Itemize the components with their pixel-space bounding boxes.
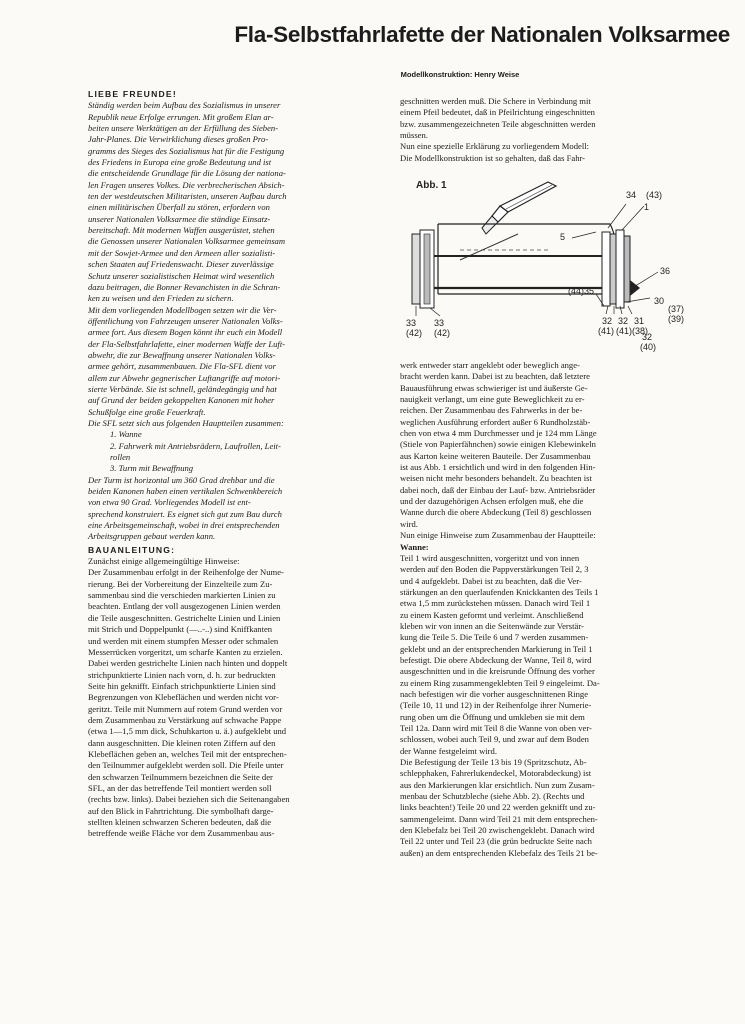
text-line: reichen. Der Zusammenbau des Fahrwerks in der be- xyxy=(400,405,583,416)
text-line: geschnitten werden muß. Die Schere in Verbindung mit xyxy=(400,96,591,106)
text-line: stellten kleinen schwarzen Scheren bedeuten, daß die xyxy=(88,817,272,827)
text-line: beiten unsere Werktätigen an der Erfüllung des Sieben- xyxy=(88,123,279,134)
text-line: Seite hin geknifft. Einfach strichpunktierte Linien sind xyxy=(88,680,276,691)
text-line: mit der Sowjet-Armee und den Armeen aller sozialisti- xyxy=(88,247,276,258)
instructions-heading: BAUANLEITUNG: xyxy=(88,544,176,555)
text-line: die Teile ausgeschnitten. Gestrichelte Linien und Linien xyxy=(88,612,281,623)
text-line: auf den Blick in Fahrtrichtung. Die symbolhaft darge- xyxy=(88,805,274,816)
right-wheels-drawing xyxy=(602,230,640,308)
text-line: Nun eine spezielle Erklärung zu vorliegendem Modell: xyxy=(400,141,589,152)
text-line: einem Pfeil bedeutet, daß in Pfeilrichtung eingeschnitten xyxy=(400,107,595,118)
text-line: dem Zusammenbau zu Verstärkung auf schwache Pappe xyxy=(88,714,282,725)
text-line: Teil 12a. Dann wird mit Teil 8 die Wanne von oben ver- xyxy=(400,723,592,733)
text-line: des Friedens in Europa eine große Bedeutung und ist xyxy=(88,157,272,168)
text-line: dabei noch, daß der Einbau der Lauf- bzw. Antriebsräder xyxy=(400,484,596,495)
text-line: ken zu weisen und den Frieden zu sichern. xyxy=(88,293,234,304)
text-line: einen militärischen Überfall zu stören, erfordern von xyxy=(88,202,270,213)
text-line: Jahr-Planes. Die Verwirklichung dieses großen Pro- xyxy=(88,134,269,145)
text-line: rierung. Bei der Vorbereitung der Einzelteile zum Zu- xyxy=(88,578,273,589)
text-line: den Klebefalz bei Teil 20 zwischengeklebt. Danach wird xyxy=(400,825,595,836)
text-line: aus Karton keine weiteren Bauteile. Der Zusammenbau xyxy=(400,450,591,461)
text-line: müssen. xyxy=(400,130,428,141)
svg-text:(44): (44) xyxy=(568,286,585,296)
text-line: dazu beitragen, die Bonner Revanchisten in die Schran- xyxy=(88,281,281,292)
text-line: zu einem Kasten geformt und verleimt. Anschließend xyxy=(400,609,584,620)
text-line: geritzt. Teile mit Nummern auf rotem Grund werden vor xyxy=(88,703,283,714)
instructions-text xyxy=(88,556,388,840)
text-line: Die Befestigung der Teile 13 bis 19 (Spritzschutz, Ab- xyxy=(400,757,587,768)
text-line: betreffende weiße Fläche vor dem Zusammenbau aus- xyxy=(88,828,275,839)
text-line: Wanne durch die obere Abdeckung (Teil 8) geschlossen xyxy=(400,507,592,518)
text-line: Begrenzungen von Klebeflächen und werden nicht vor- xyxy=(88,692,279,703)
text-line: rollen xyxy=(110,452,131,462)
text-line: nauigkeit verlangt, um eine gute Beweglichkeit zu er- xyxy=(400,394,585,405)
text-line: den schwarzen Teilnummern bezeichnen die Seite der xyxy=(88,771,273,782)
text-line: kleben wir von innen an die Seitenwände zur Verstär- xyxy=(400,620,584,631)
text-line: die Genossen unserer Nationalen Volksarmee gemeinsam xyxy=(88,236,286,247)
svg-text:33: 33 xyxy=(406,318,417,328)
text-line: Der Zusammenbau erfolgt in der Reihenfolge der Nume- xyxy=(88,567,284,578)
text-line: links beachten!) Teile 20 und 22 werden geknifft und zu- xyxy=(400,802,596,813)
intro-text xyxy=(88,100,388,429)
text-line: schlossen, wobei auch Teil 9, und zwar auf dem Boden xyxy=(400,734,589,745)
svg-text:32: 32 xyxy=(642,332,653,342)
text-line: 2. Fahrwerk mit Antriebsrädern, Laufrollen, Leit- xyxy=(110,440,281,451)
right-column-top-text xyxy=(400,96,696,164)
text-line: schen Staaten auf Friedenswacht. Dieser zuverlässige xyxy=(88,259,274,270)
text-line: sammenbau sind die verschieden markierten Linien zu xyxy=(88,590,276,601)
text-line: etwa 1,5 mm zurückstehen müssen. Danach wird Teil 1 xyxy=(400,598,591,609)
svg-text:(40): (40) xyxy=(640,342,657,352)
text-line: aus den Markierungen klar ersichtlich. Nun zum Zusam- xyxy=(400,779,595,790)
svg-text:(41): (41) xyxy=(616,326,633,336)
text-line: und 4 aufgeklebt. Dabei ist zu beachten, daß die Ver- xyxy=(400,575,582,586)
text-line: schlepphaken, Fahrerlukendeckel, Motorabdeckung) ist xyxy=(400,768,592,779)
text-line: Messerrücken vorgeritzt, um scharfe Kanten zu erzielen. xyxy=(88,646,283,657)
text-line: außen) an dem entsprechenden Klebefalz des Teils 21 be- xyxy=(400,847,598,858)
text-line: weisen nicht mehr besonders behandelt. Zu beachten ist xyxy=(400,473,592,484)
text-line: Ständig werden beim Aufbau des Sozialismus in unserer xyxy=(88,100,281,111)
text-line: bereitschaft. Mit modernen Waffen ausgerüstet, stehen xyxy=(88,225,275,236)
svg-text:1: 1 xyxy=(644,202,650,212)
text-line: die entscheidende Grundlage für die Lösung der nationa- xyxy=(88,168,286,179)
svg-text:(42): (42) xyxy=(434,328,451,338)
svg-text:36: 36 xyxy=(660,266,671,276)
text-line: und werden mit einem stumpfen Messer oder schmalen xyxy=(88,635,279,646)
text-line: sammengeleimt. Dann wird Teil 21 mit dem entsprechen- xyxy=(400,813,598,824)
text-line: SFL, an der das betreffende Teil montiert werden soll xyxy=(88,782,272,793)
text-line: den Teilnummer aufgeklebt werden soll. Die Pfeile unter xyxy=(88,760,284,771)
text-line: beiden Kanonen haben einen vertikalen Schwenkbereich xyxy=(88,486,283,497)
text-line: Zunächst einige allgemeingültige Hinweise: xyxy=(88,556,240,567)
text-line: bracht werden kann. Dabei ist zu beachten, daß letztere xyxy=(400,371,590,382)
text-line: werk entweder starr angeklebt oder beweglich ange- xyxy=(400,360,580,370)
text-line: rung oben um die Öffnung und umkleben sie mit dem xyxy=(400,711,585,722)
svg-text:34: 34 xyxy=(626,190,637,200)
text-line: allem zur Abwehr gegnerischer Luftangriffe auf motori- xyxy=(88,372,281,383)
hull-drawing xyxy=(430,224,630,294)
text-line: sprechend konstruiert. Es eignet sich gut zum Bau durch xyxy=(88,508,282,519)
glue-tube-drawing xyxy=(482,182,556,234)
figure-label: Abb. 1 xyxy=(416,180,447,191)
text-line: geklebt und an der entsprechenden Markierung in Teil 1 xyxy=(400,643,593,654)
left-wheels-drawing xyxy=(412,230,434,308)
text-line: Schußfolge eine große Feuerkraft. xyxy=(88,406,206,417)
text-line: stärkungen an den querlaufenden Knickkanten des Teils 1 xyxy=(400,586,599,597)
svg-text:32: 32 xyxy=(602,316,613,326)
text-line: menbau der Schutzbleche (siehe Abb. 2). (Rechts und xyxy=(400,791,585,802)
text-line: der Fla-Selbstfahrlafette, einer modernen Waffe der Luft- xyxy=(88,338,286,349)
text-line: weglichen Ausführung erfordert außer 6 Rundholzstäb- xyxy=(400,416,591,427)
svg-text:35: 35 xyxy=(584,286,595,296)
author-credit: Modellkonstruktion: Henry Weise xyxy=(400,70,520,79)
text-line: Republik neue Erfolge errungen. Mit großem Elan ar- xyxy=(88,111,274,122)
text-line: Schutz unserer sozialistischen Heimat wird wesentlich xyxy=(88,270,275,281)
svg-text:(38): (38) xyxy=(632,326,649,336)
text-line: werden auf den Boden die Pappverstärkungen Teil 2, 3 xyxy=(400,564,589,575)
text-line: len Fragen unseres Volkes. Die verbrecherischen Absich- xyxy=(88,179,285,190)
text-line: eine Arbeitsgemeinschaft, wobei in drei entsprechenden xyxy=(88,520,280,531)
svg-text:(43): (43) xyxy=(646,190,663,200)
text-line: und der dazugehörigen Achsen erfolgen muß, ehe die xyxy=(400,496,584,507)
text-line: Die SFL setzt sich aus folgenden Hauptteilen zusammen: xyxy=(88,417,284,428)
text-line: mit Strich und Doppelpunkt (—..-..) sind Kniffkanten xyxy=(88,624,273,635)
text-line: kung die Teile 5. Die Teile 6 und 7 werden zusammen- xyxy=(400,632,589,643)
text-line: unserer Nationalen Volksarmee die ständige Einsatz- xyxy=(88,213,271,224)
text-line: der Wanne festgeleimt wird. xyxy=(400,745,497,756)
text-line: 3. Turm mit Bewaffnung xyxy=(110,463,194,474)
text-line: Teil 22 unter und Teil 23 (die grün bedruckte Seite nach xyxy=(400,836,592,847)
text-line: dann ausgeschnitten. Die kleinen roten Ziffern auf den xyxy=(88,737,276,748)
text-line: öffentlichung von Fahrzeugen unserer Nationalen Volks- xyxy=(88,315,283,326)
text-line: Mit dem vorliegenden Modellbogen setzen wir die Ver- xyxy=(88,304,277,315)
text-line: Arbeitsgruppen gebaut werden kann. xyxy=(88,531,216,542)
text-line: (rechts bzw. links). Dabei beziehen sich die Seitenangaben xyxy=(88,794,290,805)
text-line: armee gehört, zusammenbauen. Die Fla-SFL dient vor xyxy=(88,361,276,372)
callout-labels xyxy=(406,190,684,352)
svg-text:(37): (37) xyxy=(668,304,685,314)
text-line: abwehr, die zur Bewaffnung unserer Nationalen Volks- xyxy=(88,349,276,360)
text-line: Nun einige Hinweise zum Zusammenbau der Hauptteile: xyxy=(400,530,596,541)
text-line: von etwa 90 Grad. Vorliegendes Modell ist ent- xyxy=(88,497,251,508)
svg-text:(41): (41) xyxy=(598,326,615,336)
text-line: gramms des Sieges des Sozialismus hat für die Festigung xyxy=(88,145,285,156)
parts-list xyxy=(88,429,388,474)
figure-abb-1 xyxy=(400,176,700,362)
wanne-text xyxy=(400,553,696,859)
text-line: wird. xyxy=(400,518,418,529)
text-line: Klebeflächen geben an, welches Teil mit der entsprechen- xyxy=(88,748,287,759)
text-line: armee fort. Aus diesem Bogen könnt ihr euch ein Modell xyxy=(88,327,283,338)
text-line: Dabei werden gestrichelte Linien nach hinten und doppelt xyxy=(88,658,288,669)
chassis-text xyxy=(400,360,696,542)
svg-text:30: 30 xyxy=(654,296,665,306)
left-column xyxy=(88,87,388,840)
text-line: bzw. zusammengezeichneten Teile abgeschnitten werden xyxy=(400,118,596,129)
text-line: (etwa 1—1,5 mm dick, Schuhkarton u. ä.) aufgeklebt und xyxy=(88,726,287,737)
svg-text:(42): (42) xyxy=(406,328,423,338)
svg-text:32: 32 xyxy=(618,316,629,326)
text-line: Bauausführung etwas schwieriger ist und äußerste Ge- xyxy=(400,382,588,393)
text-line: ausgeschnitten und in die kreisrunde Öffnung des vorher xyxy=(400,666,595,677)
text-line: 1. Wanne xyxy=(110,429,142,440)
text-line: ist aus Abb. 1 ersichtlich und wird in den folgenden Hin- xyxy=(400,462,596,473)
svg-text:33: 33 xyxy=(434,318,445,328)
wanne-heading: Wanne: xyxy=(400,541,429,552)
text-line: nach befestigen wir die vorher ausgeschnittenen Ringe xyxy=(400,688,589,699)
text-line: befestigt. Die obere Abdeckung der Wanne, Teil 8, wird xyxy=(400,654,592,665)
svg-text:5: 5 xyxy=(560,232,566,242)
text-line: ten der westdeutschen Militaristen, unseren Aufbau durch xyxy=(88,191,287,202)
greeting-heading: LIEBE FREUNDE! xyxy=(88,89,177,99)
text-line: (Stiele von Papierfähnchen) sowie einigen Klebewinkeln xyxy=(400,439,596,450)
svg-text:31: 31 xyxy=(634,316,645,326)
right-column-bottom-text xyxy=(400,360,696,859)
text-line: auf Grund der beiden gekoppelten Kanonen mit hoher xyxy=(88,395,275,406)
page-title: Fla-Selbstfahrlafette der Nationalen Volksarmee xyxy=(234,22,730,47)
text-line: Teil 1 wird ausgeschnitten, vorgeritzt und von innen xyxy=(400,552,580,563)
text-line: strichpunktierte Linien nach vorn, d. h. zur bedruckten xyxy=(88,669,276,680)
text-line: chen von etwa 4 mm Durchmesser und je 124 mm Länge xyxy=(400,428,597,439)
text-line: Die Modellkonstruktion ist so gehalten, daß das Fahr- xyxy=(400,152,586,163)
turret-text xyxy=(88,475,388,543)
text-line: Der Turm ist horizontal um 360 Grad drehbar und die xyxy=(88,474,275,485)
text-line: zu einem Ring zusammengeklebten Teil 9 eingeleimt. Da- xyxy=(400,677,600,688)
text-line: sierte Verbände. Sie ist schnell, geländegängig und hat xyxy=(88,383,277,394)
svg-text:(39): (39) xyxy=(668,314,685,324)
text-line: beachten. Entlang der voll ausgezogenen Linien werden xyxy=(88,601,281,612)
text-line: (Teile 10, 11 und 12) in der Reihenfolge ihrer Numerie- xyxy=(400,700,592,711)
